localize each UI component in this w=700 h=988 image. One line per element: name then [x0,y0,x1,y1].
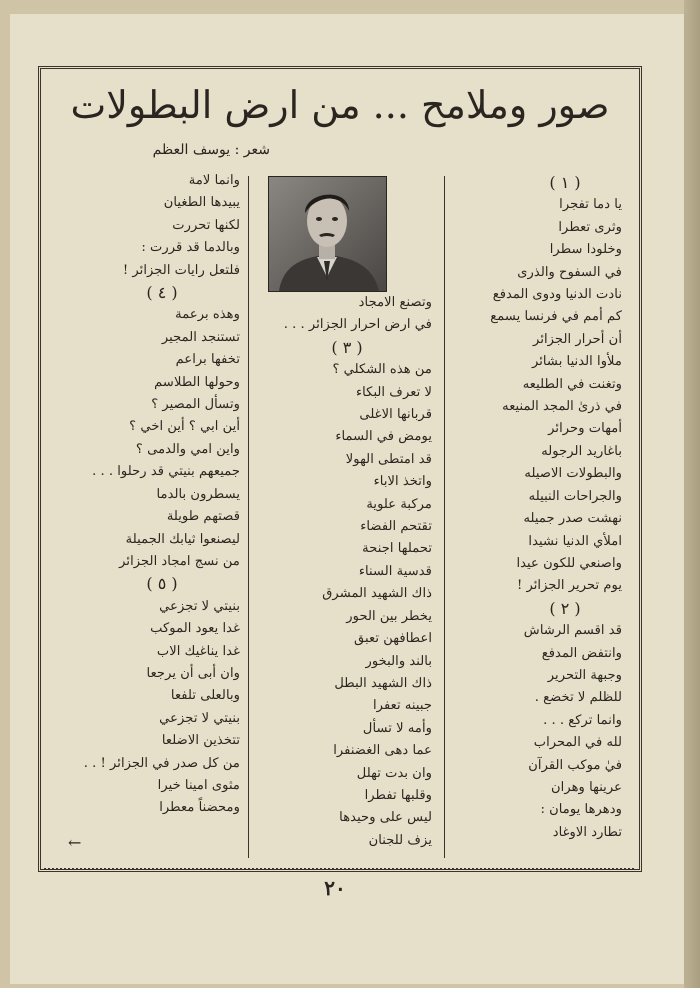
verse-line: في ذرىٰ المجد المنيعه [502,399,622,415]
section-number: ( ٣ ) [331,337,363,357]
poet-credit: شعر : يوسف العظم [152,142,270,158]
verse-line: وبالدما قد قررت : [141,240,240,256]
poet-portrait-photo [268,176,387,292]
verse-line: غدا يناغيك الاب [156,643,240,659]
verse-line: وانتفض المدفع [541,645,622,661]
verse-line: واين امي والدمى ؟ [135,441,240,457]
verse-line: مركبة علوية [366,496,432,512]
verse-line: في السفوح والذرى [517,264,622,280]
verse-line: وانما تركع . . . [543,712,622,728]
verse-line: في ارض احرار الجزائر . . . [283,317,432,333]
section-number: ( ٥ ) [146,574,178,594]
verse-line: تتخذين الاضلعا [161,733,240,749]
verse-line: لله في المحراب [533,735,622,751]
poem-title: صور وملامح ... من ارض البطولات [70,83,610,127]
verse-line: نهشت صدر جميله [523,511,622,527]
verse-line: اعطافهن تعبق [354,631,432,647]
verse-line: للظلم لا تخضع . [534,690,622,706]
verse-line: أين ابي ؟ أين اخي ؟ [129,419,240,435]
continue-arrow-icon: ← [68,833,82,852]
verse-line: والبطولات الاصيله [524,466,622,482]
verse-line: قدسية السناء [358,563,432,579]
verse-line: املأي الدنيا نشيدا [528,533,622,549]
verse-line: وحولها الطلاسم [154,374,240,390]
verse-line: يا دما تفجرا [559,197,622,213]
verse-line: باغاريد الرجوله [541,443,622,459]
verse-line: ومحضناً معطرا [159,800,240,816]
column-divider-right [444,176,445,858]
column-divider-left [248,176,249,858]
verse-line: أن أحرار الجزائر [533,331,622,347]
verse-line: بالند والبخور [365,653,432,669]
verse-line: لكنها تحررت [172,217,240,233]
verse-line: قد امتطى الهولا [345,451,432,467]
verse-line: وخلودا سطرا [549,242,622,258]
verse-line: يسطرون بالدما [156,486,240,502]
verse-line: لا تعرف البكاء [355,384,432,400]
poem-column-right [472,172,622,844]
verse-line: وان بدت تهلل [356,765,432,781]
verse-line: وان أبى أن يرجعا [146,665,240,681]
verse-line: يوم تحرير الجزائر ! [516,578,622,594]
verse-line: وبالعلى تلفعا [170,688,240,704]
verse-line: وتغنت في الطليعه [522,376,622,392]
verse-line: تحملها اجنحة [362,541,432,557]
verse-line: ذاك الشهيد المشرق [322,586,432,602]
verse-line: مثوى امينا خيرا [157,777,240,793]
verse-line: وانما لامة [188,173,240,188]
verse-line: يومض في السماء [335,429,432,445]
verse-line: بنيتي لا تجزعي [159,710,240,726]
page-number: ٢٠ [324,876,346,900]
verse-line: قد اقسم الرشاش [523,623,622,639]
verse-line: تطارد الاوغاد [552,824,622,840]
verse-line: يخطر بين الحور [346,608,432,624]
verse-line: عرينها وهران [550,779,622,795]
portrait-image [269,177,386,291]
verse-line: من هذه الشكلي ؟ [332,362,432,378]
verse-line: تستنجد المجير [161,329,240,345]
verse-line: ملأوا الدنيا بشائر [531,354,622,370]
verse-line: بنيتي لا تجزعي [159,598,240,614]
section-number: ( ١ ) [549,173,581,192]
verse-line: فيٰ موكب القرآن [528,757,622,773]
verse-line: وجبهة التحرير [547,667,622,683]
verse-line: ليصنعوا ثيابك الجميلة [125,531,240,547]
verse-line: من كل صدر في الجزائر ! . . [83,755,240,771]
poem-column-left [60,170,240,820]
verse-line: جبينه تعفرا [373,698,432,714]
verse-line: وأمه لا تسأل [362,720,432,736]
verse-line: ودهرها يومان : [540,802,622,818]
verse-line: وتصنع الامجاد [358,295,432,310]
verse-line: نادت الدنيا ودوى المدفع [492,287,622,303]
verse-line: فلتعل رايات الجزائر ! [122,262,240,278]
verse-line: قربانها الاغلى [359,407,432,423]
verse-line: وتسأل المصير ؟ [151,397,240,413]
verse-line: كم أمم في فرنسا يسمع [490,309,622,325]
verse-line: واتخذ الاباء [373,474,432,490]
verse-line: يبيدها الطغيان [163,195,240,211]
verse-line: من نسج امجاد الجزائر [119,553,240,569]
verse-line: تخفها براعم [175,352,240,368]
verse-line: وقلبها تفطرا [364,787,432,803]
verse-line: قصتهم طويلة [166,509,240,525]
book-spine-edge [684,0,700,988]
verse-line: يزف للجنان [368,832,432,848]
poem-column-middle [262,292,432,852]
verse-line: تقتحم الفضاء [360,519,432,535]
verse-line: واصنعي للكون عيدا [516,555,622,571]
verse-line: وثرى تعطرا [558,219,622,235]
bottom-dotted-rule [44,868,634,870]
verse-line: ليس على وحيدها [339,810,432,826]
verse-line: عما دهى الغضنفرا [333,743,432,759]
section-number: ( ٢ ) [549,598,581,618]
verse-line: أمهات وحرائر [548,421,622,437]
section-number: ( ٤ ) [146,283,178,303]
verse-line: غدا يعود الموكب [150,621,240,637]
verse-line: والجراحات النبيله [528,488,622,504]
verse-line: ذاك الشهيد البطل [334,675,432,691]
verse-line: جميعهم بنيتي قد رحلوا . . . [92,464,240,480]
verse-line: وهذه برعمة [175,307,240,323]
